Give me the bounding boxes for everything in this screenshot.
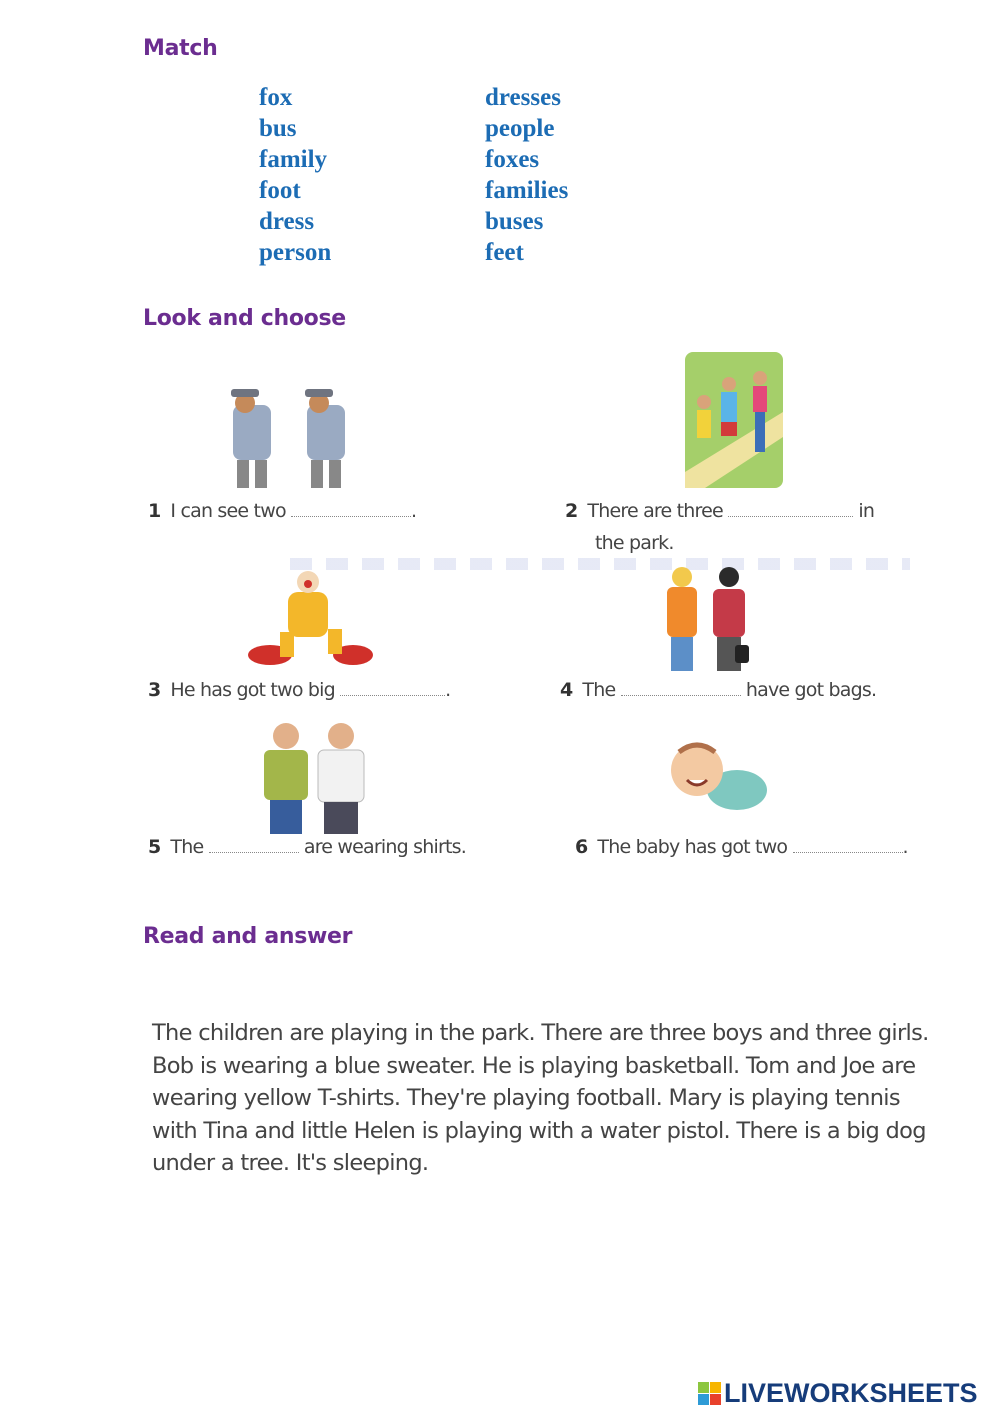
match-word[interactable]: families (485, 177, 569, 204)
answer-blank[interactable] (291, 502, 411, 517)
exercise-number: 6 (575, 836, 588, 858)
exercise-3 (148, 679, 450, 701)
exercise-text: He has got two big (170, 679, 335, 701)
section-heading-match: Match (143, 36, 218, 61)
live-badge-icon (698, 1382, 722, 1406)
men-picture (258, 720, 370, 836)
match-left-column (259, 82, 331, 268)
match-word[interactable]: dress (259, 208, 315, 235)
baby-picture (665, 738, 771, 822)
answer-blank[interactable] (209, 838, 299, 853)
exercise-text: . (445, 679, 451, 701)
liveworksheets-logo (698, 1378, 978, 1409)
women-picture (655, 565, 760, 675)
match-word[interactable]: feet (485, 239, 524, 266)
match-word[interactable]: buses (485, 208, 544, 235)
watermark (290, 558, 910, 570)
answer-blank[interactable] (621, 681, 741, 696)
match-word[interactable]: foot (259, 177, 301, 204)
exercise-text: are wearing shirts. (303, 836, 466, 858)
exercise-5 (148, 836, 466, 858)
match-word[interactable]: bus (259, 115, 297, 142)
answer-blank[interactable] (728, 502, 853, 517)
exercise-1 (148, 500, 416, 522)
exercise-text: . (411, 500, 417, 522)
clown-picture (248, 567, 373, 672)
exercise-text: The baby has got two (597, 836, 788, 858)
match-word[interactable]: dresses (485, 84, 561, 111)
match-word[interactable]: fox (259, 84, 293, 111)
exercise-2-line2: the park. (595, 532, 674, 554)
exercise-number: 4 (560, 679, 573, 701)
exercise-number: 3 (148, 679, 161, 701)
exercise-number: 1 (148, 500, 161, 522)
reading-passage: The children are playing in the park. There are three boys and three girls. Bob is wearing a blue sweater. He is playing basketball. Tom and Joe are wearing yellow T-shirts. They're playing football. Mary is playing tennis with Tina and little Helen is playing with a water pistol. There is a big dog under a tree. It's sleeping. (152, 1020, 929, 1176)
match-word[interactable]: family (259, 146, 328, 173)
match-word[interactable]: person (259, 239, 332, 266)
exercise-number: 5 (148, 836, 161, 858)
park-children-picture (685, 352, 783, 488)
exercise-number: 2 (565, 500, 578, 522)
match-word[interactable]: foxes (485, 146, 540, 173)
exercise-text: The (170, 836, 204, 858)
spies-picture (215, 385, 365, 493)
exercise-text: . (902, 836, 908, 858)
section-heading-read-answer: Read and answer (143, 924, 353, 949)
exercise-4 (560, 679, 876, 701)
exercise-text: in (858, 500, 875, 522)
answer-blank[interactable] (340, 681, 445, 696)
logo-text: LIVEWORKSHEETS (724, 1378, 978, 1408)
match-word[interactable]: people (485, 115, 555, 142)
exercise-text: The (582, 679, 616, 701)
exercise-text: There are three (587, 500, 723, 522)
exercise-2 (565, 500, 874, 522)
match-right-column (485, 82, 568, 268)
exercise-text: have got bags. (745, 679, 877, 701)
exercise-6 (575, 836, 908, 858)
section-heading-look-choose: Look and choose (143, 306, 346, 331)
exercise-text: I can see two (170, 500, 286, 522)
answer-blank[interactable] (793, 838, 903, 853)
